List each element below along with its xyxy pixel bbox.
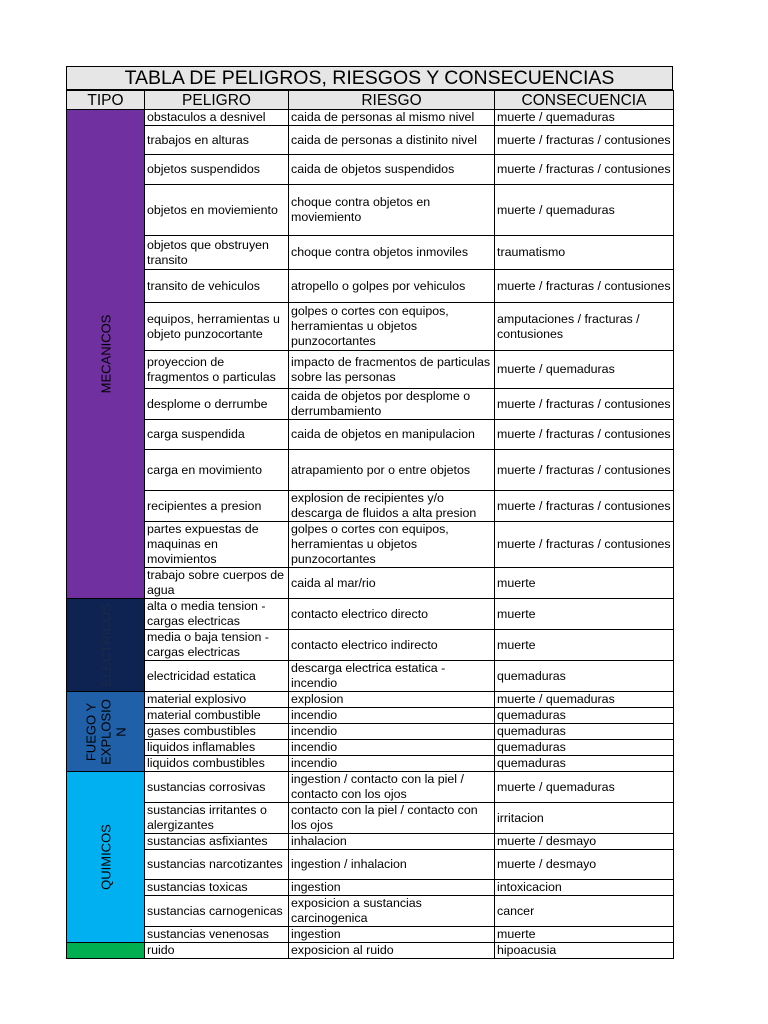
group-mecanicos-label	[98, 315, 113, 394]
table-row	[67, 303, 674, 351]
group-quimicos-label	[98, 824, 113, 890]
table-row	[67, 803, 674, 834]
peligro-cell: sustancias irritantes o alergizantes	[145, 803, 289, 834]
riesgo-cell: ingestion / inhalacion	[289, 850, 495, 880]
riesgo-cell: caida de personas a distinito nivel	[289, 126, 495, 155]
table-row	[67, 740, 674, 756]
consecuencia-cell: muerte	[495, 630, 674, 661]
peligro-cell: proyeccion de fragmentos o particulas	[145, 351, 289, 389]
table-row	[67, 568, 674, 599]
peligro-cell: obstaculos a desnivel	[145, 110, 289, 126]
peligro-cell: sustancias carnogenicas	[145, 896, 289, 927]
table-row	[67, 708, 674, 724]
peligro-cell: gases combustibles	[145, 724, 289, 740]
hazard-table-sheet	[66, 66, 673, 959]
table-row	[67, 270, 674, 303]
table-row	[67, 834, 674, 850]
table-row	[67, 692, 674, 708]
peligro-cell: carga suspendida	[145, 420, 289, 450]
hazard-table	[66, 90, 674, 959]
consecuencia-cell: muerte / fracturas / contusiones	[495, 389, 674, 420]
peligro-cell: sustancias corrosivas	[145, 772, 289, 803]
table-row	[67, 522, 674, 568]
peligro-cell: equipos, herramientas u objeto punzocortante	[145, 303, 289, 351]
table-row	[67, 126, 674, 155]
peligro-cell: sustancias narcotizantes	[145, 850, 289, 880]
group-fisicos	[67, 943, 145, 959]
header-riesgo: RIESGO	[289, 91, 495, 110]
table-row	[67, 756, 674, 772]
peligro-cell: trabajo sobre cuerpos de agua	[145, 568, 289, 599]
consecuencia-cell: muerte / quemaduras	[495, 772, 674, 803]
header-peligro: PELIGRO	[145, 91, 289, 110]
peligro-cell: sustancias asfixiantes	[145, 834, 289, 850]
peligro-cell: sustancias toxicas	[145, 880, 289, 896]
peligro-cell: carga en movimiento	[145, 450, 289, 491]
group-electricos	[67, 599, 145, 692]
riesgo-cell: inhalacion	[289, 834, 495, 850]
table-row	[67, 389, 674, 420]
group-label-line: EXPLOSIO	[98, 698, 113, 765]
consecuencia-cell: muerte / quemaduras	[495, 692, 674, 708]
peligro-cell: desplome o derrumbe	[145, 389, 289, 420]
header-consecuencia: CONSECUENCIA	[495, 91, 674, 110]
group-label-line: N	[113, 726, 128, 737]
peligro-cell: media o baja tension - cargas electricas	[145, 630, 289, 661]
riesgo-cell: incendio	[289, 708, 495, 724]
riesgo-cell: caida de objetos suspendidos	[289, 155, 495, 185]
table-row	[67, 772, 674, 803]
riesgo-cell: caida de objetos por desplome o derrumbamiento	[289, 389, 495, 420]
consecuencia-cell: quemaduras	[495, 756, 674, 772]
consecuencia-cell: muerte / quemaduras	[495, 110, 674, 126]
group-label-line: FUEGO Y	[83, 702, 98, 761]
table-row	[67, 880, 674, 896]
riesgo-cell: explosion	[289, 692, 495, 708]
consecuencia-cell: muerte / quemaduras	[495, 185, 674, 236]
riesgo-cell: atropello o golpes por vehiculos	[289, 270, 495, 303]
peligro-cell: material combustible	[145, 708, 289, 724]
header-tipo: TIPO	[67, 91, 145, 110]
peligro-cell: electricidad estatica	[145, 661, 289, 692]
peligro-cell: trabajos en alturas	[145, 126, 289, 155]
riesgo-cell: choque contra objetos en moviemiento	[289, 185, 495, 236]
consecuencia-cell: cancer	[495, 896, 674, 927]
riesgo-cell: ingestion / contacto con la piel / contacto con los ojos	[289, 772, 495, 803]
riesgo-cell: ingestion	[289, 927, 495, 943]
consecuencia-cell: quemaduras	[495, 740, 674, 756]
consecuencia-cell: muerte / fracturas / contusiones	[495, 126, 674, 155]
table-row	[67, 724, 674, 740]
riesgo-cell: impacto de fracmentos de particulas sobre las personas	[289, 351, 495, 389]
peligro-cell: objetos en moviemiento	[145, 185, 289, 236]
group-quimicos	[67, 772, 145, 943]
table-row	[67, 236, 674, 270]
group-fuego-explosion	[67, 692, 145, 772]
table-row	[67, 599, 674, 630]
riesgo-cell: incendio	[289, 756, 495, 772]
table-row	[67, 185, 674, 236]
peligro-cell: objetos que obstruyen transito	[145, 236, 289, 270]
riesgo-cell: caida al mar/rio	[289, 568, 495, 599]
consecuencia-cell: muerte / quemaduras	[495, 351, 674, 389]
riesgo-cell: caida de personas al mismo nivel	[289, 110, 495, 126]
group-label-line: QUIMICOS	[98, 824, 113, 890]
group-mecanicos	[67, 110, 145, 599]
table-row	[67, 943, 674, 959]
riesgo-cell: descarga electrica estatica - incendio	[289, 661, 495, 692]
table-row	[67, 491, 674, 522]
peligro-cell: partes expuestas de maquinas en movimientos	[145, 522, 289, 568]
peligro-cell: transito de vehiculos	[145, 270, 289, 303]
riesgo-cell: explosion de recipientes y/o descarga de fluidos a alta presion	[289, 491, 495, 522]
table-row	[67, 661, 674, 692]
table-row	[67, 420, 674, 450]
riesgo-cell: ingestion	[289, 880, 495, 896]
consecuencia-cell: intoxicacion	[495, 880, 674, 896]
group-fuego-explosion-label	[83, 699, 128, 765]
header-row	[67, 91, 674, 110]
riesgo-cell: incendio	[289, 740, 495, 756]
riesgo-cell: golpes o cortes con equipos, herramientas u objetos punzocortantes	[289, 303, 495, 351]
consecuencia-cell: muerte / fracturas / contusiones	[495, 522, 674, 568]
consecuencia-cell: quemaduras	[495, 661, 674, 692]
consecuencia-cell: muerte / fracturas / contusiones	[495, 491, 674, 522]
riesgo-cell: atrapamiento por o entre objetos	[289, 450, 495, 491]
peligro-cell: sustancias venenosas	[145, 927, 289, 943]
table-row	[67, 450, 674, 491]
riesgo-cell: exposicion al ruido	[289, 943, 495, 959]
table-body	[67, 110, 674, 959]
table-title: TABLA DE PELIGROS, RIESGOS Y CONSECUENCIAS	[66, 66, 673, 90]
table-row	[67, 155, 674, 185]
riesgo-cell: golpes o cortes con equipos, herramientas u objetos punzocortantes	[289, 522, 495, 568]
consecuencia-cell: quemaduras	[495, 724, 674, 740]
group-electricos-label	[98, 603, 113, 686]
group-label-line: MECANICOS	[98, 314, 113, 394]
group-label-line: ELECTRICOS	[98, 603, 113, 687]
table-row	[67, 110, 674, 126]
peligro-cell: ruido	[145, 943, 289, 959]
table-row	[67, 927, 674, 943]
consecuencia-cell: muerte / fracturas / contusiones	[495, 450, 674, 491]
table-row	[67, 896, 674, 927]
riesgo-cell: incendio	[289, 724, 495, 740]
consecuencia-cell: amputaciones / fracturas / contusiones	[495, 303, 674, 351]
consecuencia-cell: muerte	[495, 568, 674, 599]
peligro-cell: recipientes a presion	[145, 491, 289, 522]
consecuencia-cell: muerte / desmayo	[495, 850, 674, 880]
consecuencia-cell: muerte / fracturas / contusiones	[495, 155, 674, 185]
riesgo-cell: caida de objetos en manipulacion	[289, 420, 495, 450]
riesgo-cell: contacto electrico indirecto	[289, 630, 495, 661]
consecuencia-cell: hipoacusia	[495, 943, 674, 959]
peligro-cell: objetos suspendidos	[145, 155, 289, 185]
table-row	[67, 850, 674, 880]
consecuencia-cell: irritacion	[495, 803, 674, 834]
table-row	[67, 630, 674, 661]
peligro-cell: material explosivo	[145, 692, 289, 708]
riesgo-cell: choque contra objetos inmoviles	[289, 236, 495, 270]
consecuencia-cell: muerte / desmayo	[495, 834, 674, 850]
consecuencia-cell: traumatismo	[495, 236, 674, 270]
consecuencia-cell: muerte / fracturas / contusiones	[495, 420, 674, 450]
table-row	[67, 351, 674, 389]
consecuencia-cell: quemaduras	[495, 708, 674, 724]
riesgo-cell: contacto electrico directo	[289, 599, 495, 630]
consecuencia-cell: muerte	[495, 599, 674, 630]
consecuencia-cell: muerte / fracturas / contusiones	[495, 270, 674, 303]
peligro-cell: alta o media tension - cargas electricas	[145, 599, 289, 630]
peligro-cell: liquidos inflamables	[145, 740, 289, 756]
consecuencia-cell: muerte	[495, 927, 674, 943]
riesgo-cell: exposicion a sustancias carcinogenica	[289, 896, 495, 927]
riesgo-cell: contacto con la piel / contacto con los ojos	[289, 803, 495, 834]
peligro-cell: liquidos combustibles	[145, 756, 289, 772]
